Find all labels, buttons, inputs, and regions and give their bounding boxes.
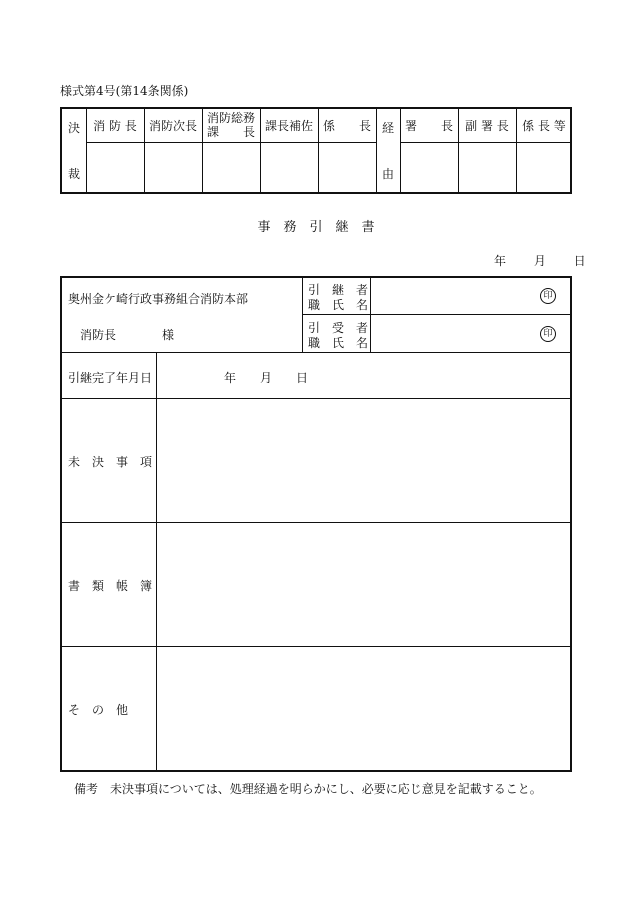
via-label-top: 経 [381, 121, 394, 135]
col-line [370, 278, 371, 352]
documents-ledgers-label: 書 類 帳 簿 [68, 579, 153, 593]
header-deputy-station-chief: 副 署 長 [465, 119, 509, 133]
other-field[interactable] [157, 647, 570, 770]
completion-date-label: 引継完了年月日 [68, 371, 153, 385]
pending-items-field[interactable] [157, 399, 570, 521]
approval-header-divider-left [86, 142, 376, 143]
header-station-chief: 署 長 [404, 119, 453, 133]
year-label: 年 [493, 254, 506, 268]
completion-year: 年 [224, 371, 237, 385]
form-number: 様式第4号(第14条関係) [60, 84, 189, 98]
remarks-note: 備考 未決事項については、処理経過を明らかにし、必要に応じ意見を記載すること。 [74, 782, 542, 796]
submission-date [470, 252, 586, 269]
pending-items-label: 未 決 事 項 [68, 455, 153, 469]
honorific: 様 [162, 328, 175, 342]
documents-ledgers-field[interactable] [157, 523, 570, 645]
decision-label-bottom: 裁 [67, 167, 80, 181]
row-divider [62, 352, 570, 353]
header-deputy-chief: 消防次長 [148, 119, 197, 133]
completion-day: 日 [296, 371, 309, 385]
decision-label-top: 決 [67, 121, 80, 135]
header-fire-chief: 消 防 長 [93, 119, 137, 133]
completion-month: 月 [260, 371, 273, 385]
handover-table [60, 276, 572, 772]
receiver-position-name-label: 職 氏 名 [308, 336, 369, 350]
via-label-bottom: 由 [381, 167, 394, 181]
month-label: 月 [533, 254, 546, 268]
recipient-title: 消防長 [80, 328, 117, 342]
person-row-divider [302, 314, 570, 315]
document-title: 事 務 引 継 書 [257, 220, 375, 235]
header-chief-etc: 係 長 等 [522, 119, 566, 133]
organization-name: 奥州金ケ崎行政事務組合消防本部 [68, 292, 249, 306]
seal-mark-handover: 印 [540, 288, 556, 304]
handover-person-position-name-label: 職 氏 名 [308, 298, 369, 312]
approval-header-divider-right [400, 142, 572, 143]
header-section-chief: 係 長 [322, 119, 371, 133]
receiver-label: 引 受 者 [308, 321, 369, 335]
header-assistant-manager: 課長補佐 [264, 119, 313, 133]
seal-mark-receiver: 印 [540, 326, 556, 342]
header-general-affairs-chief: 消防総務 課 長 [206, 111, 255, 139]
col-line [302, 278, 303, 352]
day-label: 日 [573, 254, 586, 268]
approval-stamp-table [60, 107, 572, 194]
handover-person-label: 引 継 者 [308, 283, 369, 297]
other-label: そ の 他 [68, 703, 129, 717]
